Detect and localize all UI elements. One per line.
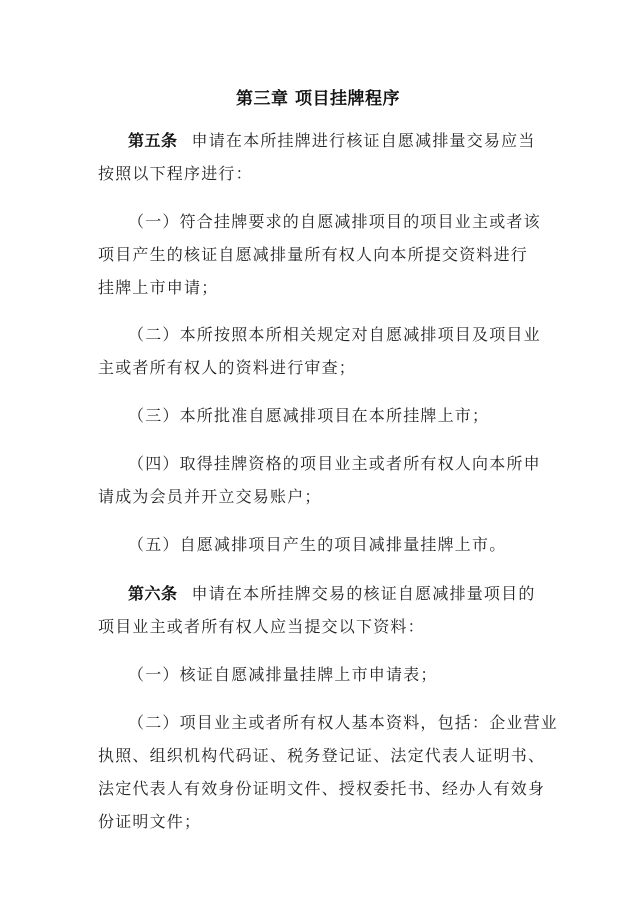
article-6-line-1 (128, 583, 536, 605)
chapter-title: 第三章 项目挂牌程序 (236, 89, 400, 109)
article-5-line-2: 按照以下程序进行： (98, 164, 253, 183)
item-5-line-1: （五）自愿减排项目产生的项目减排量挂牌上市。 (128, 535, 507, 554)
item-1-line-3: 挂牌上市申请； (98, 278, 219, 297)
article-6-label: 第六条 (128, 584, 178, 603)
item-2-line-2: 主或者所有权人的资料进行审查； (98, 358, 357, 377)
item-4-line-1: （四）取得挂牌资格的项目业主或者所有权人向本所申 (128, 454, 541, 473)
item-1-line-1: （一）符合挂牌要求的自愿减排项目的项目业主或者该 (128, 212, 541, 231)
item-4-line-2: 请成为会员并开立交易账户； (98, 487, 322, 506)
article-5-line-1 (128, 130, 536, 152)
item-2-line-1: （二）本所按照本所相关规定对自愿减排项目及项目业 (128, 325, 541, 344)
article-6-text: 申请在本所挂牌交易的核证自愿减排量项目的 (191, 584, 536, 603)
item-3-line-1: （三）本所批准自愿减排项目在本所挂牌上市； (128, 406, 490, 425)
item-1-line-2: 项目产生的核证自愿减排量所有权人向本所提交资料进行 (98, 245, 529, 264)
item-7-line-4: 份证明文件； (98, 812, 202, 831)
item-7-line-1: （二）项目业主或者所有权人基本资料，包括：企业营业 (128, 713, 559, 732)
article-5-label: 第五条 (128, 131, 178, 150)
item-6-line-1: （一）核证自愿减排量挂牌上市申请表； (128, 665, 438, 684)
item-7-line-2: 执照、组织机构代码证、税务登记证、法定代表人证明书、 (98, 746, 546, 765)
article-5-text: 申请在本所挂牌进行核证自愿减排量交易应当 (191, 131, 536, 150)
article-6-line-2: 项目业主或者所有权人应当提交以下资料： (98, 617, 425, 636)
item-7-line-3: 法定代表人有效身份证明文件、授权委托书、经办人有效身 (98, 779, 546, 798)
